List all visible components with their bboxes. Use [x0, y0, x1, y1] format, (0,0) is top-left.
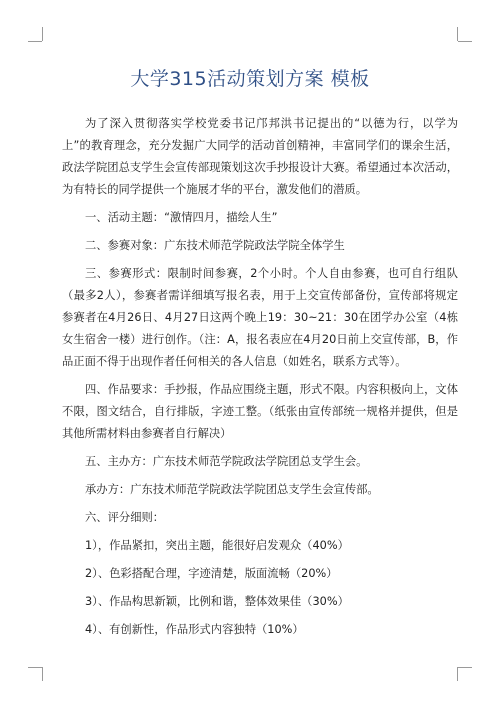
scoring-item-2: 2）、色彩搭配合理，字迹清楚，版面流畅（20%） [85, 567, 338, 580]
crop-mark-top-left-v [42, 27, 43, 41]
crop-mark-top-right-v [457, 27, 458, 41]
crop-mark-top-left-h [28, 41, 42, 42]
section-theme: 一、活动主题：“激情四月，描绘人生” [85, 211, 278, 224]
crop-mark-top-right-h [458, 41, 472, 42]
crop-mark-bottom-right-h [458, 667, 472, 668]
crop-mark-bottom-right-v [457, 667, 458, 681]
section-participants: 二、参赛对象：广东技术师范学院政法学院全体学生 [85, 239, 345, 252]
scoring-item-4: 4）、有创新性，作品形式内容独特（10%） [85, 623, 304, 636]
section-format: 三、参赛形式：限制时间参赛，2个小时。个人自由参赛，也可自行组队（最多2人），参赛者需详细填写报名表，用于上交宣传部备份，宣传部将规定参赛者在4月26日、4月27日这两个晚上19：30~21：30在团学办公室（4栋女生宿舍一楼）进行创作。（注：A，报名表应在4月20日前上交宣传部，B，作品正面不得于出现作者任何相关的各人信息（如姓名，联系方式等）。 [62, 267, 458, 368]
document-title: 大学315活动策划方案 模板 [130, 68, 370, 90]
crop-mark-bottom-left-v [42, 667, 43, 681]
intro-paragraph: 为了深入贯彻落实学校党委书记邝邦洪书记提出的“以德为行，以学为上”的教育理念，充分发掘广大同学的活动首创精神，丰富同学们的课余生活，政法学院团总支学生会宣传部现策划这次手抄报设计大赛。希望通过本次活动，为有特长的同学提供一个施展才华的平台，激发他们的潜质。 [62, 117, 458, 196]
scoring-item-1: 1），作品紧扣，突出主题，能很好启发观众（40%） [85, 539, 349, 552]
section-requirements: 四、作品要求：手抄报，作品应围绕主题，形式不限。内容积极向上，文体不限，图文结合，自行排版，字迹工整。（纸张由宣传部统一规格并提供，但是其他所需材料由参赛者自行解决） [62, 383, 458, 440]
section-organizer: 五、主办方：广东技术师范学院政法学院团总支学生会。 [85, 455, 368, 468]
crop-mark-bottom-left-h [28, 667, 42, 668]
document-body [62, 113, 458, 641]
scoring-item-3: 3）、作品构思新颖，比例和谐，整体效果佳（30%） [85, 595, 349, 608]
section-co-organizer: 承办方：广东技术师范学院政法学院团总支学生会宣传部。 [85, 483, 379, 496]
section-scoring: 六、评分细则： [85, 511, 165, 524]
